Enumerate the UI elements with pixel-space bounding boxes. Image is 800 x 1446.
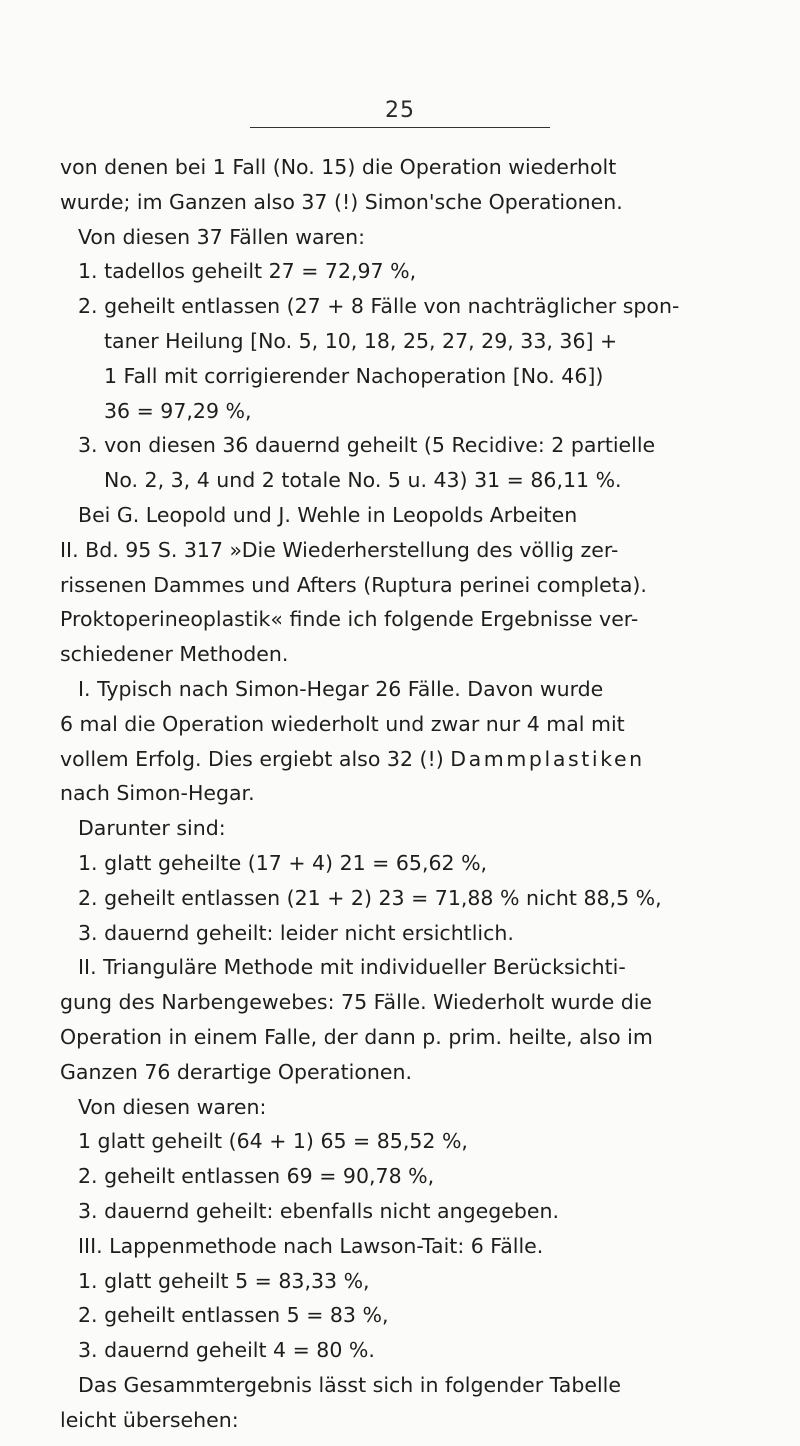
text-line <box>60 359 760 394</box>
text-line <box>60 1368 760 1403</box>
text-line-content: 1. glatt geheilt 5 = 83,33 %, <box>78 1268 370 1293</box>
text-line-content: II. Bd. 95 S. 317 »Die Wiederherstellung des völlig zer- <box>60 537 619 562</box>
text-line <box>60 533 760 568</box>
text-line <box>60 220 760 255</box>
text-line-content: Operation in einem Falle, der dann p. prim. heilte, also im <box>60 1024 653 1049</box>
text-line-content: 3. dauernd geheilt: leider nicht ersichtlich. <box>78 920 514 945</box>
text-line-content: 1. glatt geheilte (17 + 4) 21 = 65,62 %, <box>78 850 488 875</box>
text-line <box>60 463 760 498</box>
emphasized-term: Dammplastiken <box>450 746 645 771</box>
text-line <box>60 602 760 637</box>
text-line-content: 2. geheilt entlassen 5 = 83 %, <box>78 1303 389 1328</box>
text-line-content: vollem Erfolg. Dies ergiebt also 32 (!) <box>60 746 444 771</box>
page-number: 25 <box>385 98 415 123</box>
text-line-content: von denen bei 1 Fall (No. 15) die Operation wiederholt <box>60 155 617 179</box>
text-line <box>60 498 760 533</box>
text-line-content: 36 = 97,29 %, <box>104 398 252 423</box>
text-line <box>60 1264 760 1299</box>
text-line-content: III. Lappenmethode nach Lawson-Tait: 6 Fälle. <box>78 1233 544 1258</box>
text-line-content: 2. geheilt entlassen 69 = 90,78 %, <box>78 1164 435 1189</box>
text-line <box>60 254 760 289</box>
text-line-content: Ganzen 76 derartige Operationen. <box>60 1059 412 1084</box>
text-line <box>60 394 760 429</box>
text-line-content: 3. dauernd geheilt: ebenfalls nicht angegeben. <box>78 1198 559 1223</box>
text-line-content: wurde; im Ganzen also 37 (!) Simon'sche Operationen. <box>60 189 623 214</box>
text-line <box>60 1333 760 1368</box>
text-line <box>60 1229 760 1264</box>
text-line-content: 2. geheilt entlassen (27 + 8 Fälle von nachträglicher spon- <box>78 294 680 319</box>
text-line-content: Von diesen 37 Fällen waren: <box>78 224 366 249</box>
text-line-content: Von diesen waren: <box>78 1094 267 1119</box>
text-line-content: 2. geheilt entlassen (21 + 2) 23 = 71,88 % nicht 88,5 %, <box>78 885 662 910</box>
text-line <box>60 1055 760 1090</box>
text-line <box>60 1124 760 1159</box>
text-line <box>60 568 760 603</box>
text-line <box>60 185 760 220</box>
text-line-content: 1 Fall mit corrigierender Nachoperation [No. 46]) <box>104 363 604 388</box>
text-line <box>60 1194 760 1229</box>
text-line <box>60 916 760 951</box>
text-line <box>60 1020 760 1055</box>
text-line <box>60 811 760 846</box>
text-line <box>60 1298 760 1333</box>
text-line <box>60 324 760 359</box>
text-line-content: 1. tadellos geheilt 27 = 72,97 %, <box>78 259 417 284</box>
text-line <box>60 637 760 672</box>
text-line-content: gung des Narbengewebes: 75 Fälle. Wiederholt wurde die <box>60 990 653 1015</box>
text-line <box>60 846 760 881</box>
text-line-content: Bei G. Leopold und J. Wehle in Leopolds Arbeiten <box>78 502 578 527</box>
text-line-content: 3. von diesen 36 dauernd geheilt (5 Recidive: 2 partielle <box>78 433 656 458</box>
text-line <box>60 1403 760 1438</box>
text-line-content: II. Trianguläre Methode mit individueller Berücksichti- <box>78 955 626 980</box>
text-line <box>60 950 760 985</box>
text-line <box>60 672 760 707</box>
text-line <box>60 776 760 811</box>
text-line <box>60 428 760 463</box>
text-line-content: 6 mal die Operation wiederholt und zwar nur 4 mal mit <box>60 711 625 736</box>
text-line <box>60 707 760 742</box>
text-line <box>60 881 760 916</box>
text-line <box>60 985 760 1020</box>
text-line-content: taner Heilung [No. 5, 10, 18, 25, 27, 29, 33, 36] + <box>104 328 618 353</box>
text-line-content: schiedener Methoden. <box>60 642 289 667</box>
text-line <box>60 1159 760 1194</box>
text-line-content: 1 glatt geheilt (64 + 1) 65 = 85,52 %, <box>78 1129 468 1154</box>
text-line <box>60 289 760 324</box>
text-line <box>60 150 760 185</box>
header-rule <box>250 127 550 128</box>
text-line <box>60 1090 760 1125</box>
text-line-content: nach Simon-Hegar. <box>60 781 255 806</box>
text-line-content: I. Typisch nach Simon-Hegar 26 Fälle. Davon wurde <box>78 676 604 701</box>
body-text <box>60 150 760 1437</box>
text-line-content: rissenen Dammes und Afters (Ruptura perinei completa). <box>60 572 647 597</box>
text-line-content: leicht übersehen: <box>60 1407 239 1432</box>
text-line <box>60 742 760 777</box>
text-line-content: Darunter sind: <box>78 816 226 841</box>
text-line-content: Das Gesammtergebnis lässt sich in folgender Tabelle <box>78 1372 621 1397</box>
text-line-content: No. 2, 3, 4 und 2 totale No. 5 u. 43) 31 = 86,11 %. <box>104 468 622 493</box>
text-line-content: 3. dauernd geheilt 4 = 80 %. <box>78 1338 375 1363</box>
text-line-content: Proktoperineoplastik« finde ich folgende Ergebnisse ver- <box>60 607 639 632</box>
